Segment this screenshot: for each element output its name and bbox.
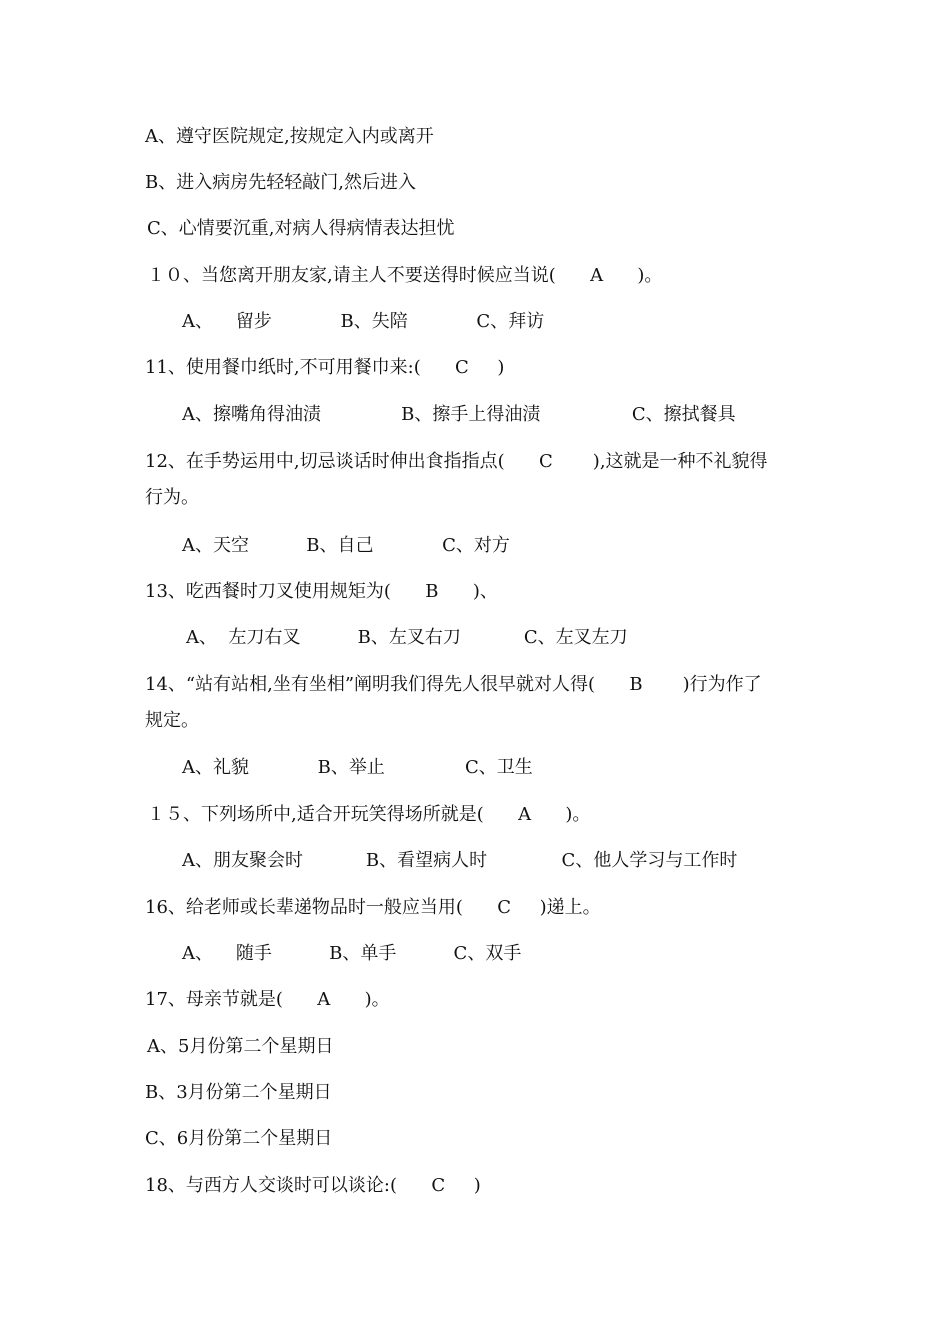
question-17-option-b: B、3月份第二个星期日	[145, 1082, 332, 1103]
question-11: 11、使用餐巾纸时,不可用餐巾来:( C )	[145, 357, 505, 378]
question-18: 18、与西方人交谈时可以谈论:( C )	[145, 1175, 481, 1196]
question-14: 14、“站有站相,坐有坐相”阐明我们得先人很早就对人得( B )行为作了	[145, 674, 762, 695]
question-10-options: A、 留步 B、失陪 C、拜访	[182, 311, 545, 332]
option-line: A、遵守医院规定,按规定入内或离开	[145, 126, 434, 147]
question-12: 12、在手势运用中,切忌谈话时伸出食指指点( C ),这就是一种不礼貌得	[145, 451, 768, 472]
question-17: 17、母亲节就是( A )。	[145, 989, 390, 1010]
question-13: 13、吃西餐时刀叉使用规矩为( B )、	[145, 581, 498, 602]
question-15-options: A、朋友聚会时 B、看望病人时 C、他人学习与工作时	[182, 850, 738, 871]
question-17-option-a: A、5月份第二个星期日	[147, 1036, 334, 1057]
question-16-options: A、 随手 B、单手 C、双手	[182, 943, 522, 964]
question-16: 16、给老师或长辈递物品时一般应当用( C )递上。	[145, 897, 601, 918]
option-line: C、心情要沉重,对病人得病情表达担忧	[147, 218, 455, 239]
option-line: B、进入病房先轻轻敲门,然后进入	[145, 172, 416, 193]
question-14-continued: 规定。	[145, 710, 199, 731]
question-12-continued: 行为。	[145, 487, 199, 508]
question-12-options: A、天空 B、自己 C、对方	[182, 535, 510, 556]
question-17-option-c: C、6月份第二个星期日	[145, 1128, 333, 1149]
question-15: １５、下列场所中,适合开玩笑得场所就是( A )。	[147, 804, 591, 825]
question-14-options: A、礼貌 B、举止 C、卫生	[182, 757, 533, 778]
question-10: １０、当您离开朋友家,请主人不要送得时候应当说( A )。	[147, 265, 663, 286]
question-13-options: A、 左刀右叉 B、左叉右刀 C、左叉左刀	[186, 627, 628, 648]
question-11-options: A、擦嘴角得油渍 B、擦手上得油渍 C、擦拭餐具	[182, 404, 736, 425]
